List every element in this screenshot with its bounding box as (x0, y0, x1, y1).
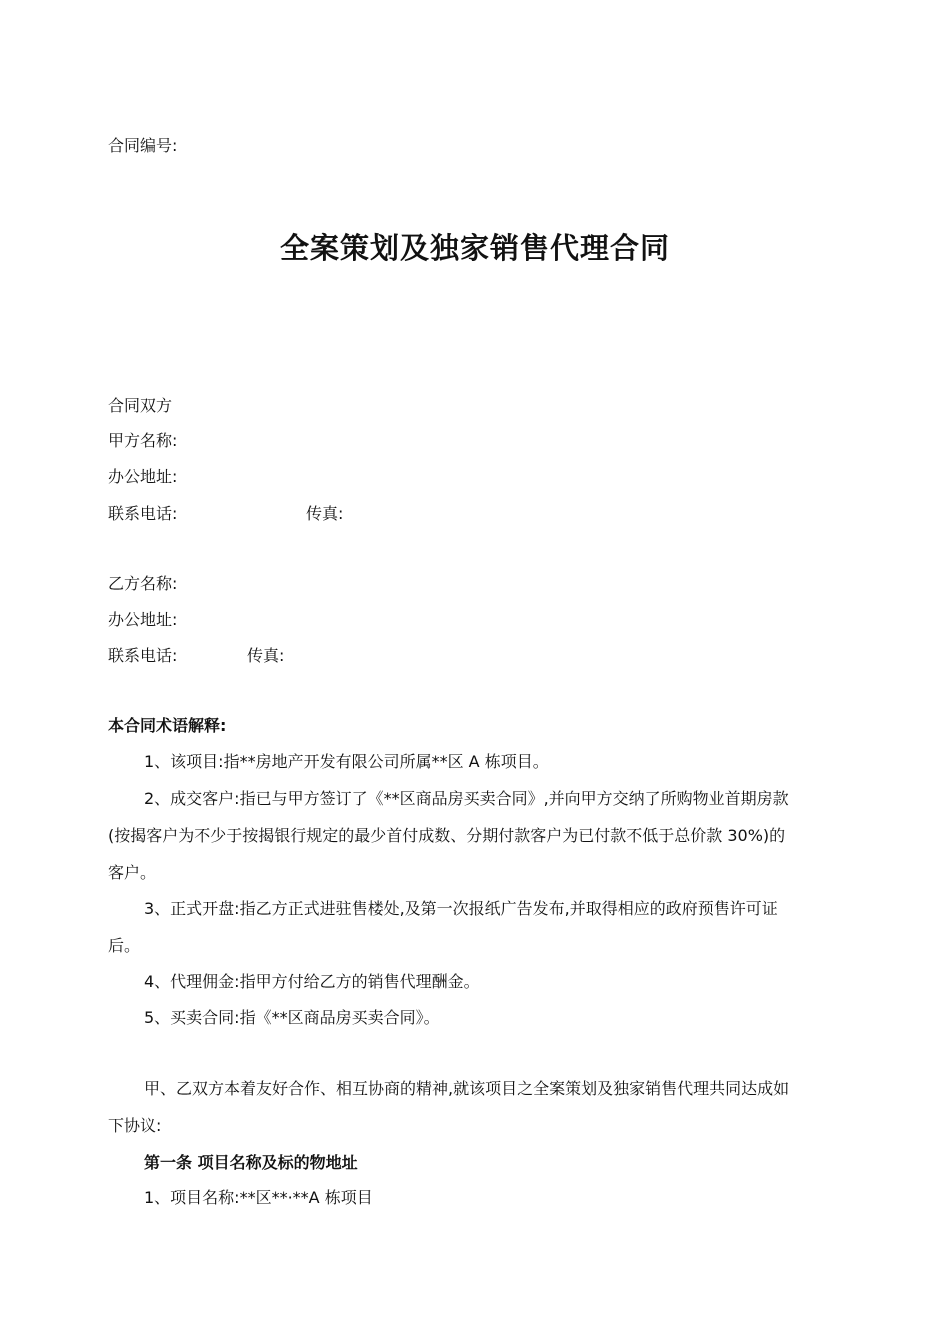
terms-heading: 本合同术语解释: (108, 716, 227, 735)
party-a-address-label: 办公地址: (108, 467, 178, 486)
party-a-fax-label: 传真: (306, 504, 344, 523)
party-b-fax-label: 传真: (247, 646, 285, 665)
party-a-phone-label: 联系电话: (108, 504, 178, 523)
party-b-name-label: 乙方名称: (108, 574, 178, 593)
term-item-2-line-3: 客户。 (108, 863, 157, 882)
agreement-intro-line-2: 下协议: (108, 1116, 162, 1135)
term-item-1: 1、该项目:指**房地产开发有限公司所属**区 A 栋项目。 (144, 752, 549, 771)
term-item-2-line-2: (按揭客户为不少于按揭银行规定的最少首付成数、分期付款客户为已付款不低于总价款 30%)的 (108, 826, 786, 845)
document-title: 全案策划及独家销售代理合同 (279, 231, 670, 265)
party-a-name-label: 甲方名称: (108, 431, 178, 450)
article-1-heading: 第一条 项目名称及标的物地址 (144, 1153, 358, 1172)
agreement-intro-line-1: 甲、乙双方本着友好合作、相互协商的精神,就该项目之全案策划及独家销售代理共同达成如 (144, 1079, 790, 1098)
term-item-3-line-2: 后。 (108, 936, 141, 955)
party-b-address-label: 办公地址: (108, 610, 178, 629)
term-item-3-line-1: 3、正式开盘:指乙方正式进驻售楼处,及第一次报纸广告发布,并取得相应的政府预售许可证 (144, 899, 778, 918)
parties-heading: 合同双方 (108, 396, 173, 415)
term-item-5: 5、买卖合同:指《**区商品房买卖合同》。 (144, 1008, 440, 1027)
term-item-2-line-1: 2、成交客户:指已与甲方签订了《**区商品房买卖合同》,并向甲方交纳了所购物业首期房款 (144, 789, 789, 808)
article-1-item-1: 1、项目名称:**区**·**A 栋项目 (144, 1188, 373, 1207)
party-b-phone-label: 联系电话: (108, 646, 178, 665)
term-item-4: 4、代理佣金:指甲方付给乙方的销售代理酬金。 (144, 972, 480, 991)
contract-number-label: 合同编号: (108, 136, 178, 155)
